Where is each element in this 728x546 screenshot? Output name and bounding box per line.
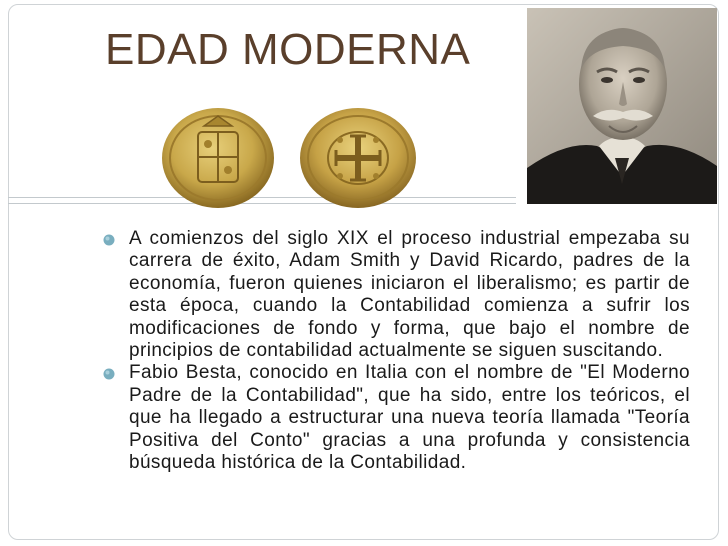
- bullet-text: Fabio Besta, conocido en Italia con el nombre de "El Moderno Padre de la Contabilidad", que ha sido, entre los teóricos, el que ha llegado a estructurar una nueva teoría llamada "Teoría Positiva del Conto" gracias a una profunda y consistencia búsqueda histórica de la Contabilidad.: [129, 362, 690, 474]
- gold-coins-image: [160, 102, 422, 210]
- bullet-icon: [103, 234, 115, 246]
- slide-title: EDAD MODERNA: [105, 25, 471, 74]
- coin-right: [300, 108, 416, 208]
- bullet-text: A comienzos del siglo XIX el proceso industrial empezaba su carrera de éxito, Adam Smith y David Ricardo, padres de la economía, fueron quienes iniciaron el liberalismo; es partir de esta época, cuando la Contabilidad comienza a sufrir los modificaciones de fondo y forma, que bajo el nombre de principios de contabilidad actualmente se siguen suscitando.: [129, 228, 690, 362]
- list-item: [100, 228, 690, 362]
- bullet-list: [100, 228, 690, 474]
- list-item: [100, 362, 690, 474]
- portrait-image: [527, 8, 717, 204]
- bullet-icon: [103, 368, 115, 380]
- coin-left: [162, 108, 274, 208]
